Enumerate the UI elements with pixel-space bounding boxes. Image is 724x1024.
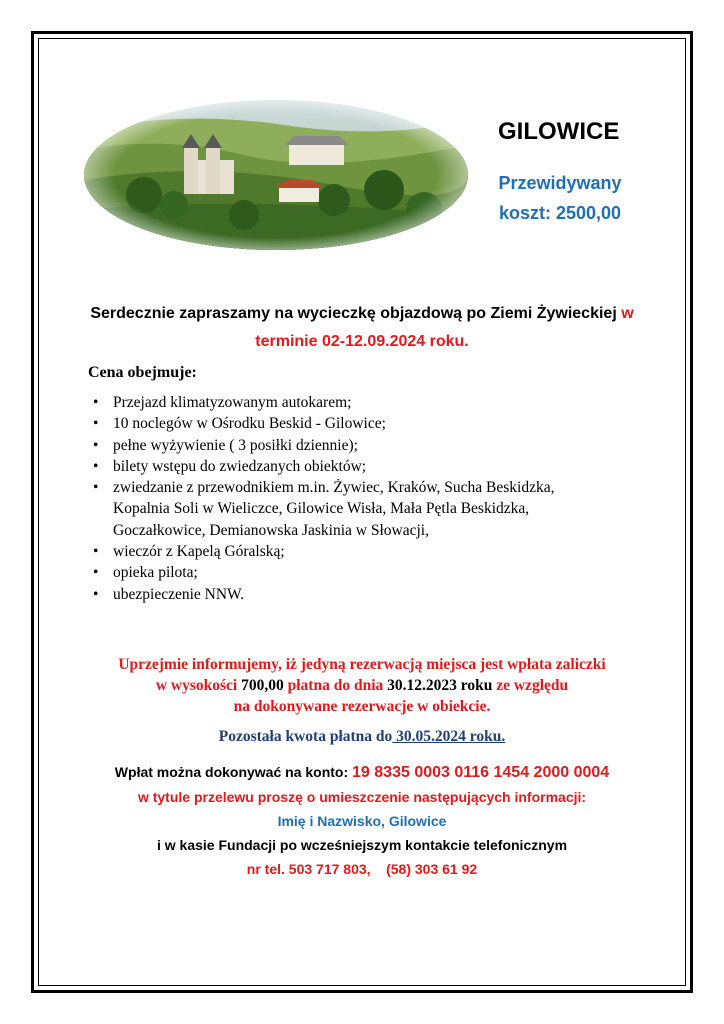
remaining-deadline: 30.05.2024 roku. (392, 728, 506, 745)
remaining-payment (80, 728, 644, 746)
list-item: • 10 noclegów w Ośrodku Beskid - Gilowice; (88, 413, 608, 434)
transfer-title-content: Imię i Nazwisko, Gilowice (277, 813, 447, 829)
list-item: • wieczór z Kapelą Góralską; (88, 541, 608, 562)
notice-text: w wysokości (155, 677, 242, 694)
cost-value: koszt: 2500,00 (498, 203, 622, 223)
cost-label: Przewidywany (498, 173, 622, 193)
estimated-cost (480, 168, 640, 228)
notice-line-1: Uprzejmie informujemy, iż jedyną rezerwacją miejsca jest wpłata zaliczki (118, 656, 606, 673)
transfer-title-info: w tytule przelewu proszę o umieszczenie następujących informacji: (137, 789, 587, 805)
deposit-notice (80, 654, 644, 717)
remaining-label: Pozostała kwota płatna do (218, 728, 393, 745)
list-item: • zwiedzanie z przewodnikiem m.in. Żywiec, Kraków, Sucha Beskidzka, Kopalnia Soli w Wieliczce, Gilowice Wisła, Mała Pętla Beskidzka, Goczałkowice, Demianowska Jaskinia w Słowacji, (88, 477, 608, 541)
list-item: • ubezpieczenie NNW. (88, 584, 608, 605)
phone-numbers: nr tel. 503 717 803, (58) 303 61 92 (246, 861, 478, 877)
list-item: • Przejazd klimatyzowanym autokarem; (88, 392, 608, 413)
trip-dates: w terminie 02-12.09.2024 roku. (255, 305, 634, 350)
notice-text: ze względu (492, 677, 569, 694)
notice-text: płatna do dnia (283, 677, 388, 694)
deposit-amount: 700,00 (241, 677, 284, 694)
list-item: • pełne wyżywienie ( 3 posiłki dziennie); (88, 435, 608, 456)
account-line (70, 760, 654, 785)
notice-line-3: na dokonywane rezerwacje w obiekcie. (233, 698, 491, 715)
notice-line-2 (80, 675, 644, 696)
invitation-text (90, 300, 634, 356)
bank-account-number: 19 8335 0003 0116 1454 2000 0004 (352, 764, 610, 781)
list-item: • opieka pilota; (88, 562, 608, 583)
gilowice-aerial-photo (84, 100, 468, 250)
payment-info (70, 760, 654, 881)
account-label: Wpłat można dokonywać na konto: (114, 764, 353, 780)
invitation-main: Serdecznie zapraszamy na wycieczkę objazdową po Ziemi Żywieckiej (90, 305, 617, 322)
office-payment-info: i w kasie Fundacji po wcześniejszym kontakcie telefonicznym (156, 837, 568, 853)
price-includes-heading: Cena obejmuje: (88, 364, 197, 381)
deposit-deadline: 30.12.2023 roku (387, 677, 493, 694)
list-item: • bilety wstępu do zwiedzanych obiektów; (88, 456, 608, 477)
price-includes-list (88, 392, 608, 605)
page-title: GILOWICE (498, 118, 620, 145)
